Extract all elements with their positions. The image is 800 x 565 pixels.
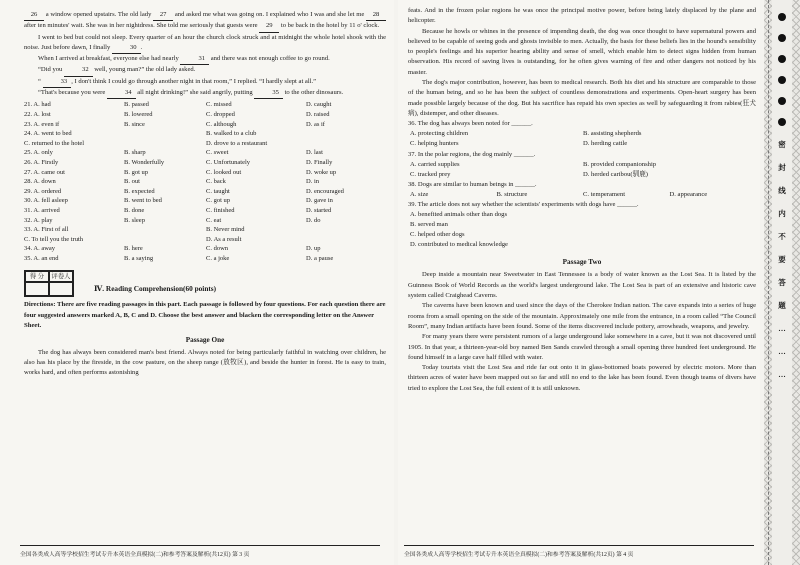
option-row — [24, 254, 386, 264]
answer-option[interactable]: C. got up — [206, 197, 231, 205]
answer-option[interactable]: C. looked out — [206, 168, 242, 176]
answer-option[interactable]: D. up — [306, 245, 321, 253]
answer-option[interactable]: 27. A. came out — [24, 168, 65, 176]
seal-char: 封 — [778, 163, 786, 172]
option-row — [24, 120, 386, 130]
answer-option[interactable]: C. To tell you the truth — [24, 235, 84, 243]
seal-line-text — [777, 126, 787, 379]
answer-option[interactable]: B. a saying — [124, 254, 154, 262]
seal-char: 要 — [778, 255, 786, 264]
passage-one-paragraph: The dog has always been considered man's best friend. Always noted for being particularly faithful in watching over children, he also has his place by the fireside, in the cow pasture, on the sheep range (放牧区), and beside the hunter in forest. He is easy to train, works hard, and often performs astonishing — [24, 348, 386, 377]
answer-option[interactable]: D. herded caribou(驯鹿) — [583, 170, 648, 178]
option-row — [24, 216, 386, 226]
answer-option[interactable]: C. although — [206, 120, 237, 128]
answer-option[interactable]: 33. A. First of all — [24, 226, 69, 234]
answer-option[interactable]: 29. A. ordered — [24, 187, 62, 195]
passage-two-paragraph: The caverns have been known and used since the days of the Cherokee Indian nation. The cave expands into a series of huge rooms from a small opening on the side of the mountain. Approximately one mile from the entrance, in a room called “The Council Room”, many Indian artifacts have been found. Some of the items discovered include pottery, arrowheads, weapons, and jewelry. — [408, 302, 756, 330]
answer-option[interactable]: D. do — [306, 216, 321, 224]
seal-char: 内 — [778, 209, 786, 218]
answer-option[interactable]: B. Wonderfully — [124, 158, 165, 166]
answer-option[interactable]: C. sweet — [206, 149, 229, 157]
answer-option[interactable]: 22. A. lost — [24, 110, 51, 118]
answer-option[interactable]: 23. A. even if — [24, 120, 60, 128]
answer-option[interactable]: B. walked to a club — [206, 130, 257, 138]
cloze-paragraph: 26 a window opened upstairs. The old lady 27 and asked me what was going on. I explained who I was and she let me 28 after ten minutes' wait. She was in her nightdress. She told me seriously that guests were 29 to be back in the hotel by 11 o' clock. — [24, 10, 386, 33]
blank-31[interactable]: 31 — [180, 54, 209, 65]
answer-option[interactable]: A. protecting children — [410, 130, 469, 138]
answer-option[interactable]: 21. A. had — [24, 101, 51, 109]
passage-one-paragraph: The dog's major contribution, however, has been to medical research. Both his diet and his structure are comparable to those of the human being, and so he has been the subject of countless demonstrations and experiments. Open-heart surgery has been made possible largely because of the dog. But his sacrifice has repaid his own species as well by safeguarding it from rabies(狂犬病), distemper, and other diseases. — [408, 79, 756, 117]
answer-option[interactable]: D. a pause — [306, 254, 334, 262]
answer-option[interactable]: B. assisting shepherds — [583, 130, 642, 138]
blank-32[interactable]: 32 — [64, 65, 93, 76]
seal-char: … — [778, 347, 786, 356]
answer-option[interactable]: D. raised — [306, 110, 330, 118]
question-item — [408, 180, 756, 200]
answer-option[interactable]: B. served man — [410, 221, 448, 229]
option-row — [24, 244, 386, 254]
answer-option[interactable]: 31. A. arrived — [24, 206, 60, 214]
section-title: Ⅳ. Reading Comprehension(60 points) — [94, 284, 217, 294]
option-row — [24, 139, 386, 149]
answer-option[interactable]: D. herding cattle — [583, 140, 628, 148]
question-list — [408, 119, 756, 250]
answer-option[interactable]: D. caught — [306, 101, 332, 109]
empty-cell — [124, 225, 206, 235]
answer-option[interactable]: D. as if — [306, 120, 325, 128]
grader-cell[interactable] — [49, 282, 73, 296]
option-row — [24, 177, 386, 187]
binding-hole-icon — [778, 76, 786, 84]
blank-30[interactable]: 30 — [112, 43, 141, 54]
cloze-paragraph: “ 33 , I don't think I could go through another night in that room,” I replied. “I hardly slept at all.” — [24, 77, 386, 88]
seal-char: 不 — [778, 232, 786, 241]
cloze-paragraph: When I arrived at breakfast, everyone else had nearly 31 and there was not enough coffee to go round. — [24, 54, 386, 65]
option-row — [24, 206, 386, 216]
binding-hole-icon — [778, 55, 786, 63]
grader-label: 评卷人 — [49, 271, 73, 282]
question-stem: 36. The dog has always been noted for ______. — [408, 120, 533, 128]
answer-option[interactable]: D. As a result — [206, 235, 242, 243]
answer-option[interactable]: B. since — [124, 120, 145, 128]
answer-option[interactable]: B. expected — [124, 187, 155, 195]
answer-option[interactable]: C. helping hunters — [410, 140, 459, 148]
answer-option[interactable]: B. got up — [124, 168, 149, 176]
passage-two-paragraph: For many years there were persistent rumors of a large underground lake somewhere in a cave, but it was not discovered until 1905. In that year, a thirteen-year-old boy named Ben Sands crawled through a small opening three hundred feet underground. He found himself in a large cave half filled with water. — [408, 333, 756, 361]
score-box — [24, 270, 74, 297]
answer-option[interactable]: C. returned to the hotel — [24, 139, 85, 147]
answer-option[interactable]: D. woke up — [306, 168, 337, 176]
answer-option[interactable]: B. sharp — [124, 149, 146, 157]
answer-option[interactable]: B. sleep — [124, 216, 145, 224]
answer-option[interactable]: 28. A. down — [24, 178, 56, 186]
answer-option[interactable]: D. in — [306, 178, 319, 186]
answer-option[interactable]: C. Unfortunately — [206, 158, 251, 166]
passage-one-paragraph: feats. And in the frozen polar regions he was once the principal motive power, before being lately displaced by the plane and helicopter. — [408, 7, 756, 25]
option-row — [24, 168, 386, 178]
passage-one-title: Passage One — [185, 335, 225, 344]
answer-option[interactable]: D. contributed to medical knowledge — [410, 241, 508, 249]
answer-option[interactable]: B. went to bed — [124, 197, 162, 205]
seal-char: 答 — [778, 278, 786, 287]
page-footer: 全国各类成人高等学校招生考试专升本英语全真模拟(二)和参考答案及解析(共12页) 第 4 页 — [404, 545, 754, 559]
empty-cell — [306, 139, 386, 149]
binding-hole-icon — [778, 118, 786, 126]
answer-option[interactable]: B. provided companionship — [583, 160, 657, 168]
directions: Directions: There are five reading passages in this part. Each passage is followed by four questions. For each question there are four suggested answers marked A, B, C and D. Choose the best answer and blacken the corresponding letter on the Answer Sheet. — [24, 301, 386, 330]
option-row — [24, 129, 386, 139]
passage-one-paragraph: Because he howls or whines in the presence of impending death, the dog was once thought to have supernatural powers and believed to be capable of seeing gods and ghosts invisible to men. Actually, the basis for these beliefs lies in the hound's sensibility to people's feelings and his superior hearing ability and sense of smell, which enable him to detect signs hidden from human observation. His record of saving lives is outstanding, for he often gives warning of fire and other dangers not noticed by his master. — [408, 27, 756, 76]
answer-option[interactable]: B. out — [124, 178, 140, 186]
answer-option[interactable]: B. done — [124, 206, 145, 214]
seal-char: 题 — [778, 301, 786, 310]
binding-strip — [764, 0, 800, 565]
option-row — [24, 225, 386, 235]
answer-option[interactable]: C. down — [206, 245, 229, 253]
answer-option[interactable]: 25. A. only — [24, 149, 53, 157]
cut-line — [768, 0, 769, 565]
answer-option[interactable]: 24. A. went to bed — [24, 130, 72, 138]
answer-option[interactable]: C. dropped — [206, 110, 235, 118]
blank-35[interactable]: 35 — [254, 88, 283, 99]
passage-two-paragraph: Deep inside a mountain near Sweetwater in East Tennessee is a body of water known as the Lost Sea. It is listed by the Guinness Book of World Records as the world's largest underground lake. The Lost Sea is part of an extensive and historic cave system called Craighead Caverns. — [408, 271, 756, 300]
answer-option[interactable]: D. gave in — [306, 197, 333, 205]
answer-option[interactable]: 32. A. play — [24, 216, 53, 224]
blank-27[interactable]: 27 — [153, 10, 173, 21]
question-stem: 38. Dogs are similar to human beings in ______. — [408, 180, 537, 188]
passage-two-title: Passage Two — [562, 258, 602, 267]
question-stem: 37. In the polar regions, the dog mainly ______. — [408, 150, 536, 158]
answer-option[interactable]: C. helped other dogs — [410, 231, 465, 239]
score-label: 得 分 — [25, 271, 49, 282]
answer-option[interactable]: 34. A. away — [24, 245, 56, 253]
cloze-paragraph: “Did you 32 well, young man?” the old lady asked. — [24, 65, 386, 76]
seal-char: … — [778, 370, 786, 379]
option-row — [24, 196, 386, 206]
answer-option[interactable]: C. finished — [206, 206, 235, 214]
answer-option[interactable]: C. tracked prey — [410, 170, 451, 178]
blank-33[interactable]: 33 — [43, 77, 72, 88]
answer-option[interactable]: D. last — [306, 149, 323, 157]
answer-option[interactable]: D. started — [306, 206, 332, 214]
question-stem: 39. The article does not say whether the scientists' experiments with dogs have ______. — [408, 201, 639, 209]
left-page — [0, 0, 394, 565]
answer-option[interactable]: B. Never mind — [206, 226, 245, 234]
answer-option[interactable]: 26. A. Firstly — [24, 158, 59, 166]
answer-option[interactable]: C. a joke — [206, 254, 230, 262]
empty-cell — [306, 129, 386, 139]
seal-char: … — [778, 324, 786, 333]
answer-option[interactable]: B. structure — [496, 190, 528, 198]
empty-cell — [124, 139, 206, 149]
option-row — [24, 235, 386, 245]
binding-hole-icon — [778, 34, 786, 42]
answer-option[interactable]: C. eat — [206, 216, 222, 224]
answer-option[interactable]: D. appearance — [669, 190, 708, 198]
empty-cell — [124, 129, 206, 139]
answer-option[interactable]: D. encouraged — [306, 187, 344, 195]
question-item — [408, 150, 756, 180]
binding-hole-icon — [778, 13, 786, 21]
answer-option[interactable]: A. size — [410, 190, 429, 198]
answer-option[interactable]: B. passed — [124, 101, 149, 109]
answer-option[interactable]: 30. A. fell asleep — [24, 197, 68, 205]
cloze-paragraph: “That's because you were 34 all night drinking!” she said angrily, putting 35 to the other dinosaurs. — [24, 88, 386, 99]
score-section — [24, 267, 386, 297]
blank-28[interactable]: 28 — [366, 10, 386, 21]
option-row — [24, 100, 386, 110]
question-item — [408, 119, 756, 149]
score-cell[interactable] — [25, 282, 49, 296]
option-row — [24, 187, 386, 197]
option-row — [24, 158, 386, 168]
cloze-paragraph: I went to bed but could not sleep. Every quarter of an hour the church clock struck and at midnight the whole hotel shook with the noise. Just before dawn, I finally 30 . — [24, 33, 386, 55]
answer-option[interactable]: B. lowered — [124, 110, 153, 118]
answer-option[interactable]: 35. A. an end — [24, 254, 59, 262]
empty-cell — [124, 235, 206, 245]
option-row — [24, 148, 386, 158]
passage-two-paragraph: Today tourists visit the Lost Sea and ride far out onto it in glass-bottomed boats powered by electric motors. More than thirteen acres of water have been mapped out so far and still no end to the lake has been found. Even though teams of divers have tried to explore the Lost Sea, the full extent of it is still unknown. — [408, 364, 756, 392]
answer-option[interactable]: A. benefited animals other than dogs — [410, 211, 508, 219]
binding-hole-icon — [778, 97, 786, 105]
option-row — [24, 110, 386, 120]
answer-option[interactable]: D. Finally — [306, 158, 333, 166]
blank-29[interactable]: 29 — [259, 21, 279, 32]
answer-option[interactable]: C. taught — [206, 187, 230, 195]
page-footer: 全国各类成人高等学校招生考试专升本英语全真模拟(二)和参考答案及解析(共12页) 第 3 页 — [20, 545, 380, 559]
seal-char: 线 — [778, 186, 786, 195]
binding-strip-inner — [772, 0, 792, 565]
blank-34[interactable]: 34 — [107, 88, 136, 99]
blank-26[interactable]: 26 — [24, 10, 44, 21]
cloze-options-table — [24, 100, 386, 263]
answer-option[interactable]: C. back — [206, 178, 226, 186]
answer-option[interactable]: B. here — [124, 245, 143, 253]
empty-cell — [306, 225, 386, 235]
empty-cell — [306, 235, 386, 245]
seal-char: 密 — [778, 140, 786, 149]
question-item — [408, 200, 756, 250]
answer-option[interactable]: C. temperament — [583, 190, 626, 198]
answer-option[interactable]: A. carried supplies — [410, 160, 460, 168]
answer-option[interactable]: D. drove to a restaurant — [206, 139, 268, 147]
answer-option[interactable]: C. missed — [206, 101, 232, 109]
right-page — [398, 0, 760, 565]
